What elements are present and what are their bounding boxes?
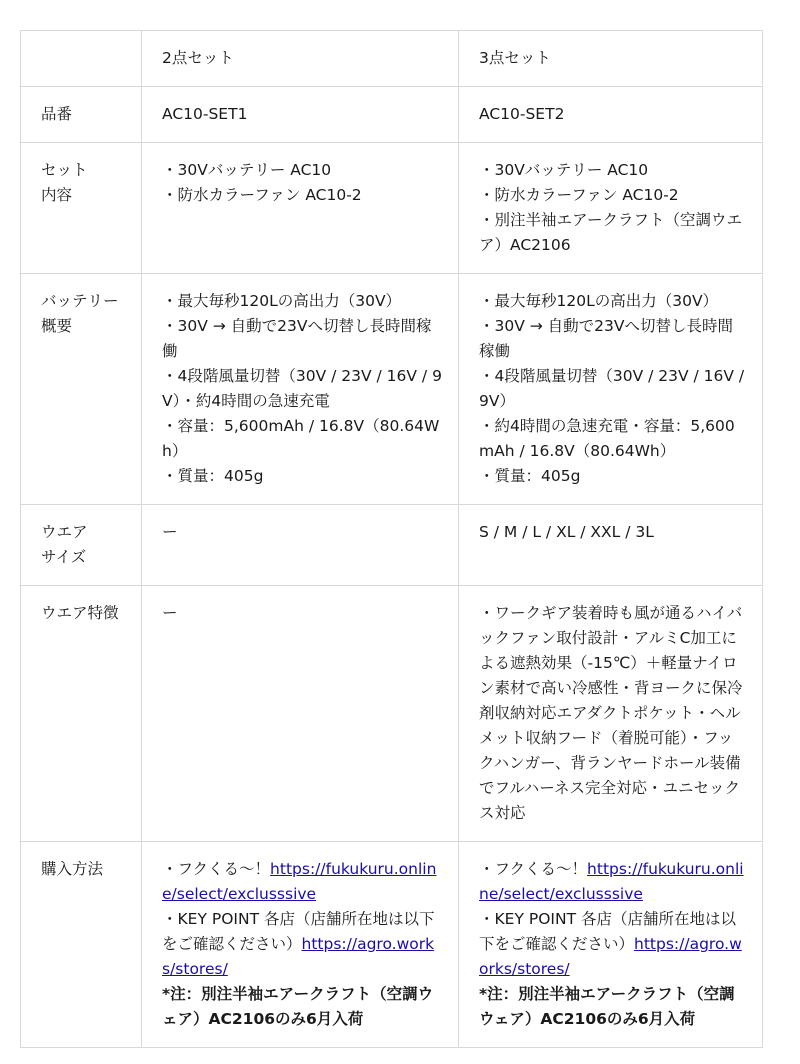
value-line: ー (162, 604, 178, 622)
value-2set-part-number (142, 87, 459, 143)
value-3set-purchase (459, 842, 763, 1048)
label-line: ウエア (41, 523, 88, 541)
label-wear-size (21, 505, 142, 586)
label-wear-features (21, 586, 142, 842)
label-purchase: 購入方法 (21, 842, 142, 1048)
label-line: 概要 (41, 317, 73, 335)
list-item: ・防水カラーファン AC10-2 (162, 186, 362, 204)
list-item: ・30V → 自動で23Vへ切替し長時間稼働 (479, 317, 733, 360)
list-item: ・容量：5,600mAh / 16.8V（80.64Wh） (162, 417, 440, 460)
list-item: ・最大毎秒120Lの高出力（30V） (162, 292, 402, 310)
fukukuru-link[interactable]: https://fukukuru.online/select/exclusssive (479, 860, 744, 903)
value-line: AC10-SET2 (479, 105, 565, 123)
label-part-number (21, 87, 142, 143)
header-3set: 3点セット (459, 31, 763, 87)
value-3set-part-number (459, 87, 763, 143)
value-line: ー (162, 523, 178, 541)
value-2set-purchase (142, 842, 459, 1048)
value-2set-contents (142, 143, 459, 274)
list-item: ・4段階風量切替（30V / 23V / 16V / 9V） (479, 367, 745, 410)
value-2set-battery (142, 274, 459, 505)
value-2set-wear-size (142, 505, 459, 586)
value-line: AC10-SET1 (162, 105, 248, 123)
agro-stores-link[interactable]: https://agro.works/stores/ (162, 935, 435, 978)
row-set-contents (21, 143, 763, 274)
row-wear-features (21, 586, 763, 842)
value-2set-wear-features (142, 586, 459, 842)
arrival-note: *注：別注半袖エアークラフト（空調ウェア）AC2106のみ6月入荷 (479, 985, 735, 1028)
spec-table (20, 30, 763, 1048)
label-battery-overview (21, 274, 142, 505)
label-set-contents (21, 143, 142, 274)
arrival-note: *注：別注半袖エアークラフト（空調ウェア）AC2106のみ6月入荷 (162, 985, 434, 1028)
value-line: S / M / L / XL / XXL / 3L (479, 523, 654, 541)
value-3set-battery (459, 274, 763, 505)
label-line: ウエア特徴 (41, 604, 119, 622)
label-line: 内容 (41, 186, 73, 204)
header-2set: 2点セット (142, 31, 459, 87)
label-line: サイズ (41, 548, 87, 566)
list-item: ・防水カラーファン AC10-2 (479, 186, 679, 204)
list-item: ・約4時間の急速充電・容量：5,600mAh / 16.8V（80.64Wh） (479, 417, 735, 460)
value-3set-wear-size (459, 505, 763, 586)
value-3set-contents (459, 143, 763, 274)
list-item: ・30Vバッテリー AC10 (162, 161, 332, 179)
shop2-line (479, 907, 748, 982)
shop1-prefix: ・フクくる～！ (479, 860, 588, 878)
list-item: ・4段階風量切替（30V / 23V / 16V / 9V）・約4時間の急速充電 (162, 367, 442, 410)
row-battery-overview (21, 274, 763, 505)
list-item: ・別注半袖エアークラフト（空調ウエア）AC2106 (479, 211, 743, 254)
list-item: ・質量：405g (162, 467, 264, 485)
list-item: ・30Vバッテリー AC10 (479, 161, 649, 179)
label-line: バッテリー (41, 292, 119, 310)
list-item: ・最大毎秒120Lの高出力（30V） (479, 292, 719, 310)
shop2-line (162, 907, 444, 982)
value-line: ・ワークギア装着時も風が通るハイバックファン取付設計・アルミC加工による遮熱効果（-15℃）＋軽量ナイロン素材で高い冷感性・背ヨークに保冷剤収納対応エアダクトポケット・ヘルメット収納フード（着脱可能）・フックハンガー、背ランヤードホール装備でフルハーネス完全対応・ユニセックス対応 (479, 604, 743, 822)
value-3set-wear-features (459, 586, 763, 842)
agro-stores-link[interactable]: https://agro.works/stores/ (479, 935, 742, 978)
shop1-prefix: ・フクくる～！ (162, 860, 271, 878)
header-row (21, 31, 763, 87)
shop2-prefix: ・KEY POINT 各店（店舗所在地は以下をご確認ください） (162, 910, 435, 953)
row-purchase (21, 842, 763, 1048)
label-line: 品番 (41, 105, 73, 123)
row-part-number (21, 87, 763, 143)
header-blank-cell (21, 31, 142, 87)
fukukuru-link[interactable]: https://fukukuru.online/select/exclusssive (162, 860, 437, 903)
label-line: セット (41, 161, 88, 179)
shop2-prefix: ・KEY POINT 各店（店舗所在地は以下をご確認ください） (479, 910, 736, 953)
list-item: ・30V → 自動で23Vへ切替し長時間稼働 (162, 317, 432, 360)
list-item: ・質量：405g (479, 467, 581, 485)
row-wear-size (21, 505, 763, 586)
